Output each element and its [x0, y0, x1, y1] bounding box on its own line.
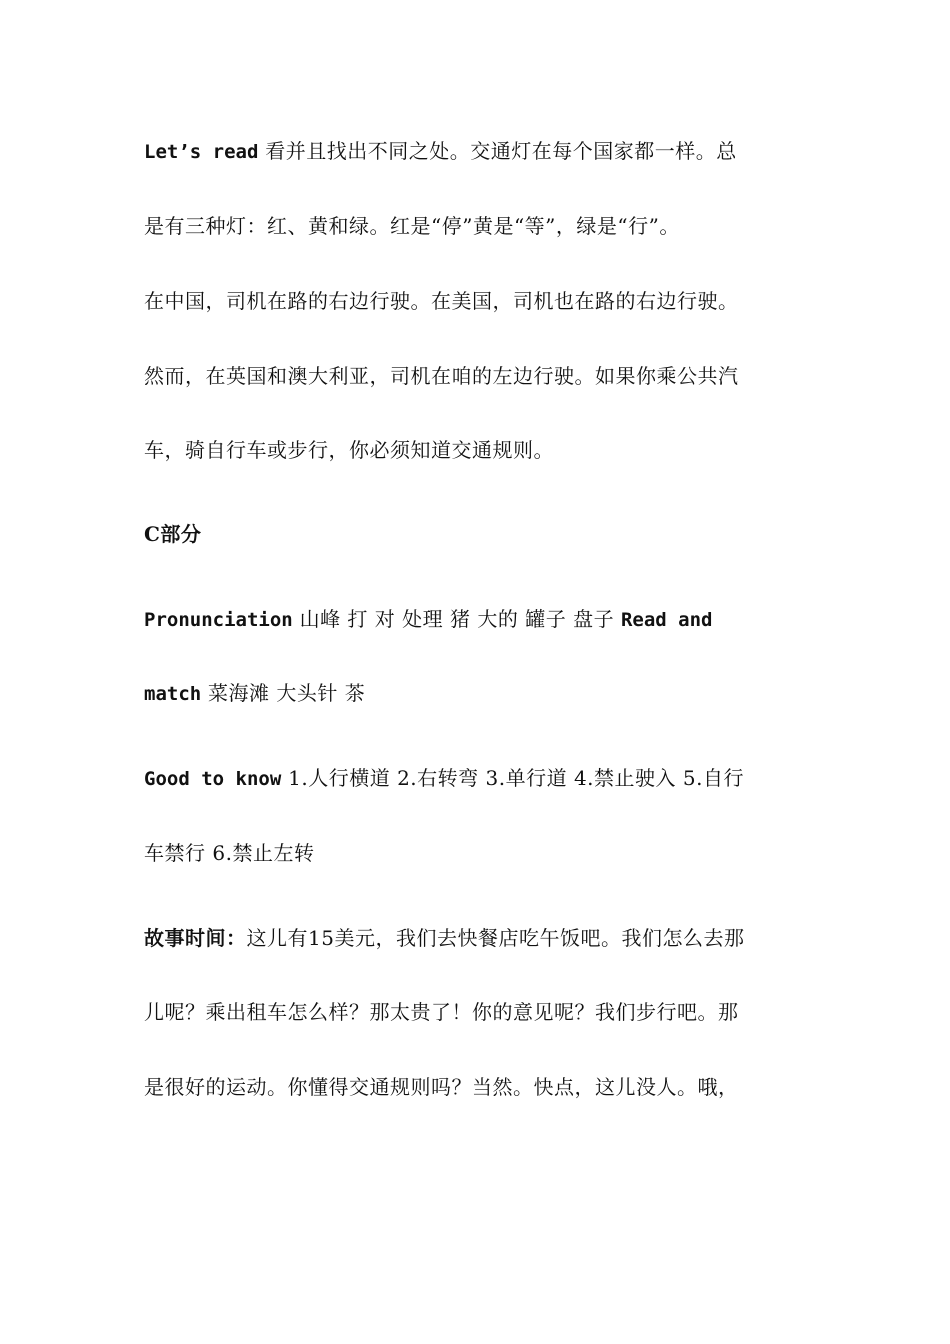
story-time-line-1 — [144, 924, 814, 952]
read-and-label: Read and — [620, 609, 713, 631]
story-time-text-1: 这儿有15美元，我们去快餐店吃午饭吧。我们怎么去那 — [246, 926, 745, 950]
story-time-line-2: 儿呢？乘出租车怎么样？那太贵了！你的意见呢？我们步行吧。那 — [144, 1000, 739, 1024]
story-time-line-3: 是很好的运动。你懂得交通规则吗？当然。快点，这儿没人。哦， — [144, 1075, 739, 1099]
pronunciation-words: 山峰 打 对 处理 猪 大的 罐子 盘子 — [292, 607, 615, 631]
lets-read-label: Let’s read — [144, 141, 259, 163]
match-label: match — [144, 683, 202, 705]
good-to-know-line-1 — [144, 764, 814, 793]
part-c-heading: C部分 — [144, 522, 202, 546]
pronunciation-label: Pronunciation — [144, 609, 293, 631]
lets-read-text-1: 看并且找出不同之处。交通灯在每个国家都一样。总 — [258, 139, 737, 163]
good-to-know-text-1: 1.人行横道 2.右转弯 3.单行道 4.禁止驶入 5.自行 — [281, 766, 744, 790]
pronunciation-line-2 — [144, 679, 814, 708]
lets-read-line-1 — [144, 137, 814, 166]
lets-read-line-2: 是有三种灯：红、黄和绿。红是“停”黄是“等”，绿是“行”。 — [144, 214, 680, 238]
lets-read-line-3: 在中国，司机在路的右边行驶。在美国，司机也在路的右边行驶。 — [144, 289, 739, 313]
lets-read-line-4: 然而，在英国和澳大利亚，司机在咱的左边行驶。如果你乘公共汽 — [144, 364, 739, 388]
pronunciation-words-2: 菜海滩 大头针 茶 — [201, 681, 366, 705]
good-to-know-label: Good to know — [144, 768, 282, 790]
story-time-label: 故事时间： — [144, 926, 247, 950]
good-to-know-line-2: 车禁行 6.禁止左转 — [144, 841, 315, 865]
pronunciation-line-1 — [144, 605, 814, 634]
lets-read-line-5: 车，骑自行车或步行，你必须知道交通规则。 — [144, 438, 554, 462]
